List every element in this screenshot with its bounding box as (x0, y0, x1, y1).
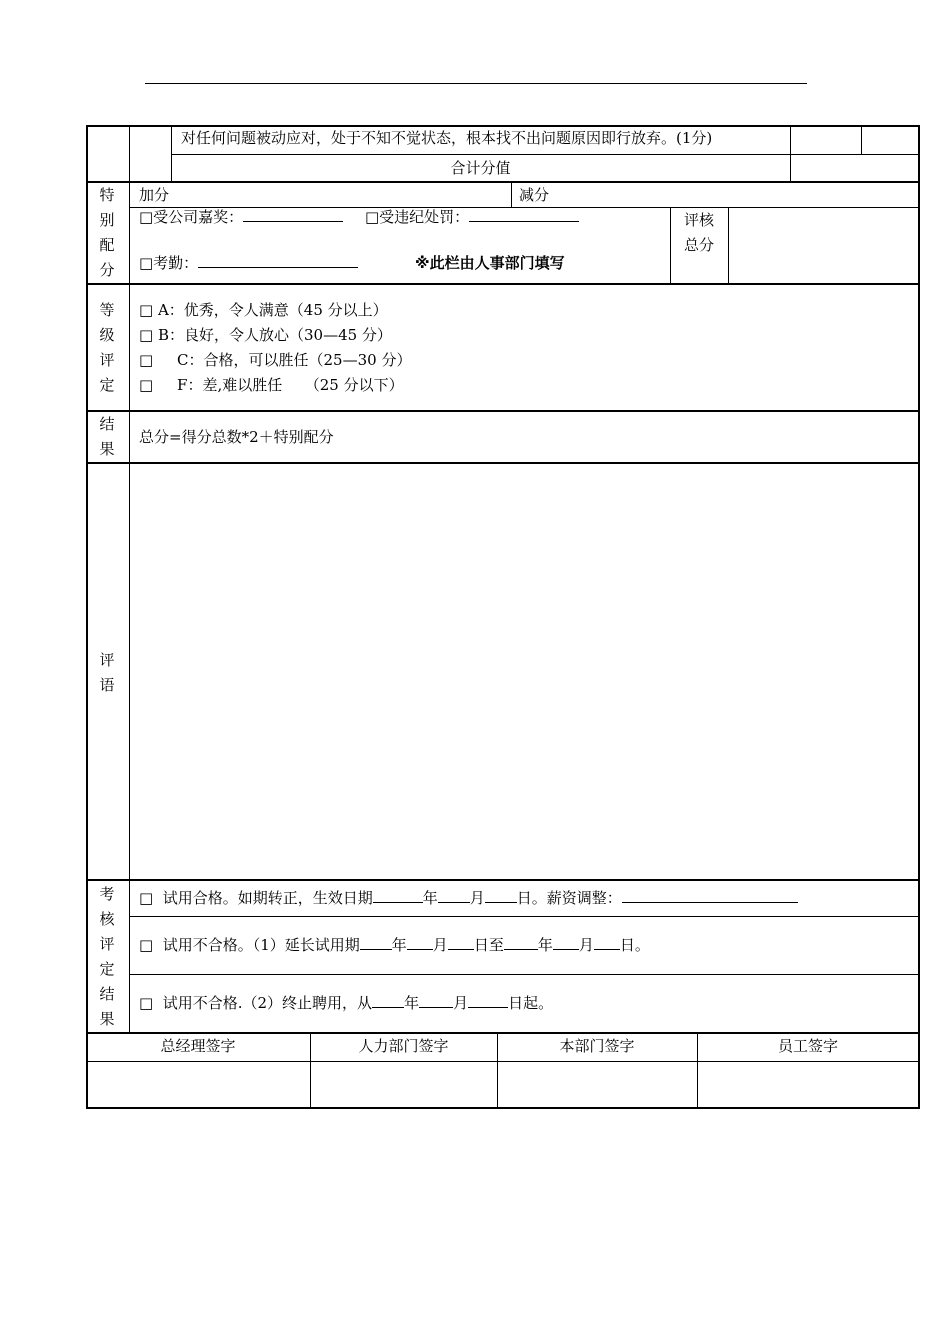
result-side-label: 结 果 (99, 415, 115, 458)
salary-adjust-field[interactable] (622, 902, 798, 903)
award-checkbox[interactable] (139, 210, 343, 225)
section-divider (86, 1032, 919, 1034)
gm-signature-field[interactable] (88, 1063, 309, 1106)
dept-signature-field[interactable] (499, 1063, 696, 1106)
comments-field[interactable] (131, 465, 917, 877)
checkbox-icon[interactable]: □ (139, 326, 154, 344)
dept-signature-label: 本部门签字 (559, 1037, 635, 1055)
total-score-label: 合计分值 (450, 159, 511, 177)
attendance-checkbox[interactable] (139, 256, 358, 271)
penalty-checkbox[interactable] (365, 210, 579, 225)
grade-option-c[interactable]: □ C：合格，可以胜任（25—30 分） (139, 351, 412, 369)
grade-option-a[interactable]: □ A：优秀，令人满意（45 分以上） (139, 301, 388, 319)
checkbox-icon[interactable]: □ (139, 351, 154, 369)
extend-from-year-field[interactable] (360, 949, 392, 950)
section-divider (86, 410, 919, 412)
add-points-label: 加分 (139, 186, 170, 204)
minus-points-label: 减分 (519, 186, 550, 204)
assessment-extend-row[interactable]: □ 试用不合格。（1）延长试用期 年 月 日至 年 月 日。 (139, 936, 650, 954)
hr-signature-label: 人力部门签字 (358, 1037, 449, 1055)
extend-to-day-field[interactable] (594, 949, 620, 950)
penalty-label: □受违纪处罚： (365, 208, 470, 226)
employee-signature-label: 员工签字 (777, 1037, 838, 1055)
attendance-field[interactable] (198, 267, 358, 268)
effective-year-field[interactable] (373, 902, 423, 903)
hr-note: ※此栏由人事部门填写 (415, 254, 565, 272)
special-side-label: 特 别 配 分 (99, 186, 115, 279)
grade-side-label: 等 级 评 定 (99, 301, 115, 394)
extend-from-month-field[interactable] (407, 949, 433, 950)
criteria-text: 对任何问题被动应对，处于不知不觉状态，根本找不出问题原因即行放弃。(1分) (181, 129, 713, 147)
review-total-label-2: 总分 (684, 236, 715, 254)
table-border-top (86, 125, 919, 127)
penalty-field[interactable] (469, 221, 579, 222)
assessment-side-label: 考 核 评 定 结 果 (99, 885, 115, 1028)
signature-row-divider (86, 1061, 919, 1062)
comments-side-label: 评 语 (99, 651, 115, 694)
extend-from-day-field[interactable] (448, 949, 474, 950)
grade-option-f[interactable]: □ F：差,难以胜任 （25 分以下） (139, 376, 404, 394)
table-border-left (86, 125, 88, 1109)
terminate-year-field[interactable] (372, 1007, 404, 1008)
award-field[interactable] (243, 221, 343, 222)
assessment-pass-row[interactable]: □ 试用合格。如期转正，生效日期 年 月 日。薪资调整： (139, 891, 798, 906)
review-total-label-1: 评核 (684, 211, 715, 229)
section-divider (86, 181, 919, 183)
effective-day-field[interactable] (485, 902, 517, 903)
checkbox-icon[interactable]: □ (139, 889, 154, 907)
attendance-label: □考勤： (139, 254, 199, 272)
checkbox-icon[interactable]: □ (139, 994, 154, 1012)
review-total-divider-2 (728, 207, 729, 284)
terminate-day-field[interactable] (468, 1007, 508, 1008)
special-row-divider (129, 207, 919, 208)
checkbox-icon[interactable]: □ (139, 301, 154, 319)
award-label: □受公司嘉奖： (139, 208, 244, 226)
add-minus-divider (511, 182, 512, 208)
checkbox-icon[interactable]: □ (139, 936, 154, 954)
effective-month-field[interactable] (438, 902, 470, 903)
assessment-row-divider (129, 974, 919, 975)
section-divider (86, 462, 919, 464)
table-border-right (918, 125, 920, 1109)
section-divider (86, 283, 919, 285)
grade-option-b[interactable]: □ B：良好，令人放心（30—45 分） (139, 326, 392, 344)
assessment-terminate-row[interactable]: □ 试用不合格.（2）终止聘用，从 年 月 日起。 (139, 994, 554, 1012)
score-divider-2 (861, 125, 862, 155)
score-formula: 总分=得分总数*2＋特别配分 (139, 428, 334, 446)
table-border-bottom (86, 1107, 919, 1109)
row-divider (171, 154, 919, 155)
gm-signature-label: 总经理签字 (160, 1037, 236, 1055)
checkbox-icon[interactable]: □ (139, 376, 154, 394)
assessment-row-divider (129, 916, 919, 917)
header-rule (145, 83, 807, 84)
extend-to-month-field[interactable] (553, 949, 579, 950)
terminate-month-field[interactable] (419, 1007, 453, 1008)
section-divider (86, 879, 919, 881)
employee-signature-field[interactable] (699, 1063, 917, 1106)
hr-signature-field[interactable] (312, 1063, 496, 1106)
extend-to-year-field[interactable] (504, 949, 538, 950)
side-column-divider (129, 125, 130, 1033)
review-total-divider-1 (670, 207, 671, 284)
